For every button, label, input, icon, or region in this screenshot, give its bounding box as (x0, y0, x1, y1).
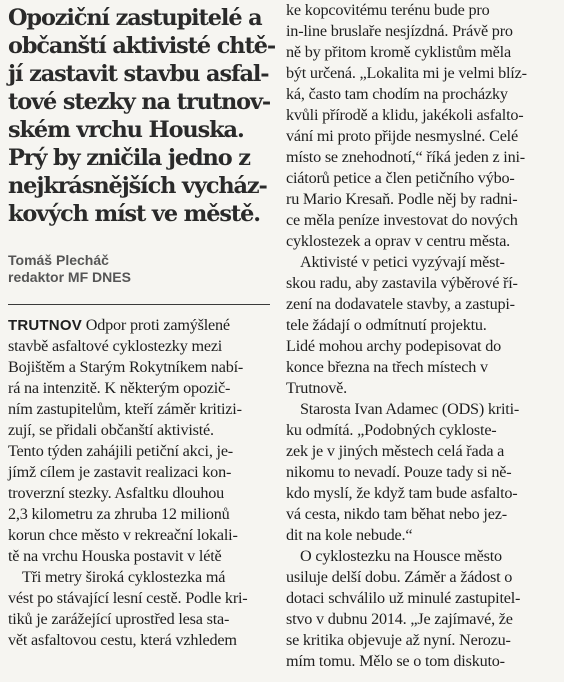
text-line: ru Mario Kresaň. Podle něj by radni- (286, 190, 518, 208)
text-line: stvo v dubnu 2014. „Je zajímavé, že (286, 610, 513, 628)
text-line (8, 567, 270, 588)
text-line: se kritika objevuje až nyní. Nerozu- (286, 631, 511, 649)
text-line: ně by přitom kromě cyklistům měla (286, 43, 511, 61)
text-line: konce března na třech místech v (286, 358, 488, 376)
text-line: tě na vrchu Houska postavit v létě (8, 547, 222, 565)
text-line: 2,3 kilometru za zhruba 12 milionů (8, 505, 230, 523)
text-line: usiluje delší dobu. Záměr a žádost o (286, 568, 513, 586)
dateline: TRUTNOV (8, 317, 82, 334)
text-line: dit na kole nebude.“ (286, 526, 413, 544)
paragraph (286, 546, 558, 672)
text-line: nikomu to nevadí. Pouze tady si ně- (286, 463, 512, 481)
text-line: zení na dodavatele stavby, a zastupi- (286, 295, 515, 313)
headline-line: Opoziční zastupitelé a (8, 5, 262, 31)
text-fragment: Aktivisté v petici vyzývají měst- (300, 253, 505, 271)
paragraph (286, 0, 558, 252)
headline-line: ském vrchu Houska. (8, 117, 244, 143)
text-line: tiků je zarážející uprostřed lesa sta- (8, 610, 230, 628)
article-body-left (8, 315, 270, 651)
text-line: ku odmítá. „Podobných cykloste- (286, 421, 497, 439)
headline (8, 4, 276, 228)
text-fragment: O cyklostezku na Housce město (300, 547, 502, 565)
text-line: skou radu, aby zastavila výběrové ří- (286, 274, 518, 292)
text-line: vět asfaltovou cestu, která vzhledem (8, 631, 237, 649)
text-line: korun chce město v rekreační lokali- (8, 526, 238, 544)
text-line: zují, se přidali občanští aktivisté. (8, 421, 214, 439)
text-line: mím tomu. Mělo se o tom diskuto- (286, 652, 505, 670)
text-line: ce měla peníze investovat do nových (286, 211, 518, 229)
headline-line: občanští aktivisté chtě- (8, 33, 276, 59)
text-line: zek je v jiných městech celá řada a (286, 442, 505, 460)
headline-line: jí zastavit stavbu asfal- (8, 61, 269, 87)
text-line: vá cesta, nikdo tam běhat nebo jez- (286, 505, 507, 523)
paragraph (286, 399, 558, 546)
text-line: Lidé mohou archy podepisovat do (286, 337, 501, 355)
text-line: vést po stávající lesní cestě. Podle kri- (8, 589, 248, 607)
headline-line: kových míst ve městě. (8, 201, 260, 227)
text-line (286, 252, 558, 273)
text-line: kdo myslí, že když tam bude asfalto- (286, 484, 518, 502)
text-line: troverzní stezky. Asfaltku dlouhou (8, 484, 225, 502)
text-line: cyklostezek a oprav v centru města. (286, 232, 511, 250)
byline (8, 252, 270, 286)
text-line (8, 315, 270, 336)
text-line: dotaci schválilo už minulé zastupitel- (286, 589, 521, 607)
left-column (8, 4, 276, 682)
paragraph (8, 567, 270, 651)
text-line: ká, často tam chodím na procházky (286, 85, 508, 103)
text-fragment: Odpor proti zamýšlené (81, 316, 230, 334)
text-line: ciátorů petice a člen petičního výbo- (286, 169, 515, 187)
text-line: stavbě asfaltové cyklostezky mezi (8, 337, 223, 355)
text-line: Tento týden zahájili petiční akci, je- (8, 442, 233, 460)
text-line: místo se znehodnotí,“ říká jeden z ini- (286, 148, 525, 166)
text-line: in-line bruslaře nesjízdná. Právě pro (286, 22, 513, 40)
text-line (286, 546, 558, 567)
text-line: vání mi proto přijde nesmyslné. Celé (286, 127, 518, 145)
right-column (286, 0, 558, 682)
headline-line: Prý by zničila jedno z (8, 145, 250, 171)
author-name: Tomáš Plecháč (8, 252, 109, 268)
text-line: být určená. „Lokalita mi je velmi blíz- (286, 64, 527, 82)
text-line (286, 399, 558, 420)
author-role: redaktor MF DNES (8, 269, 131, 285)
headline-line: nejkrásnějších vycház- (8, 173, 267, 199)
text-line: rá na intenzitě. K některým opozič- (8, 379, 231, 397)
text-line: kvůli přírodě a klidu, jakékoli asfalto- (286, 106, 524, 124)
article-body-right (286, 0, 558, 672)
paragraph (8, 315, 270, 567)
text-fragment: Tři metry široká cyklostezka má (22, 568, 226, 586)
text-fragment: Starosta Ivan Adamec (ODS) kriti- (300, 400, 520, 418)
text-line: ním zastupitelům, kteří záměr kritizi- (8, 400, 242, 418)
text-line: ke kopcovitému terénu bude pro (286, 1, 490, 19)
text-line: Trutnově. (286, 379, 348, 397)
text-line: jímž cílem je zastavit realizaci kon- (8, 463, 232, 481)
headline-line: tové stezky na trutnov- (8, 89, 271, 115)
section-divider (8, 304, 270, 305)
text-line: tele žádají o odmítnutí projektu. (286, 316, 487, 334)
text-line: Bojištěm a Starým Rokytníkem nabí- (8, 358, 244, 376)
paragraph (286, 252, 558, 399)
